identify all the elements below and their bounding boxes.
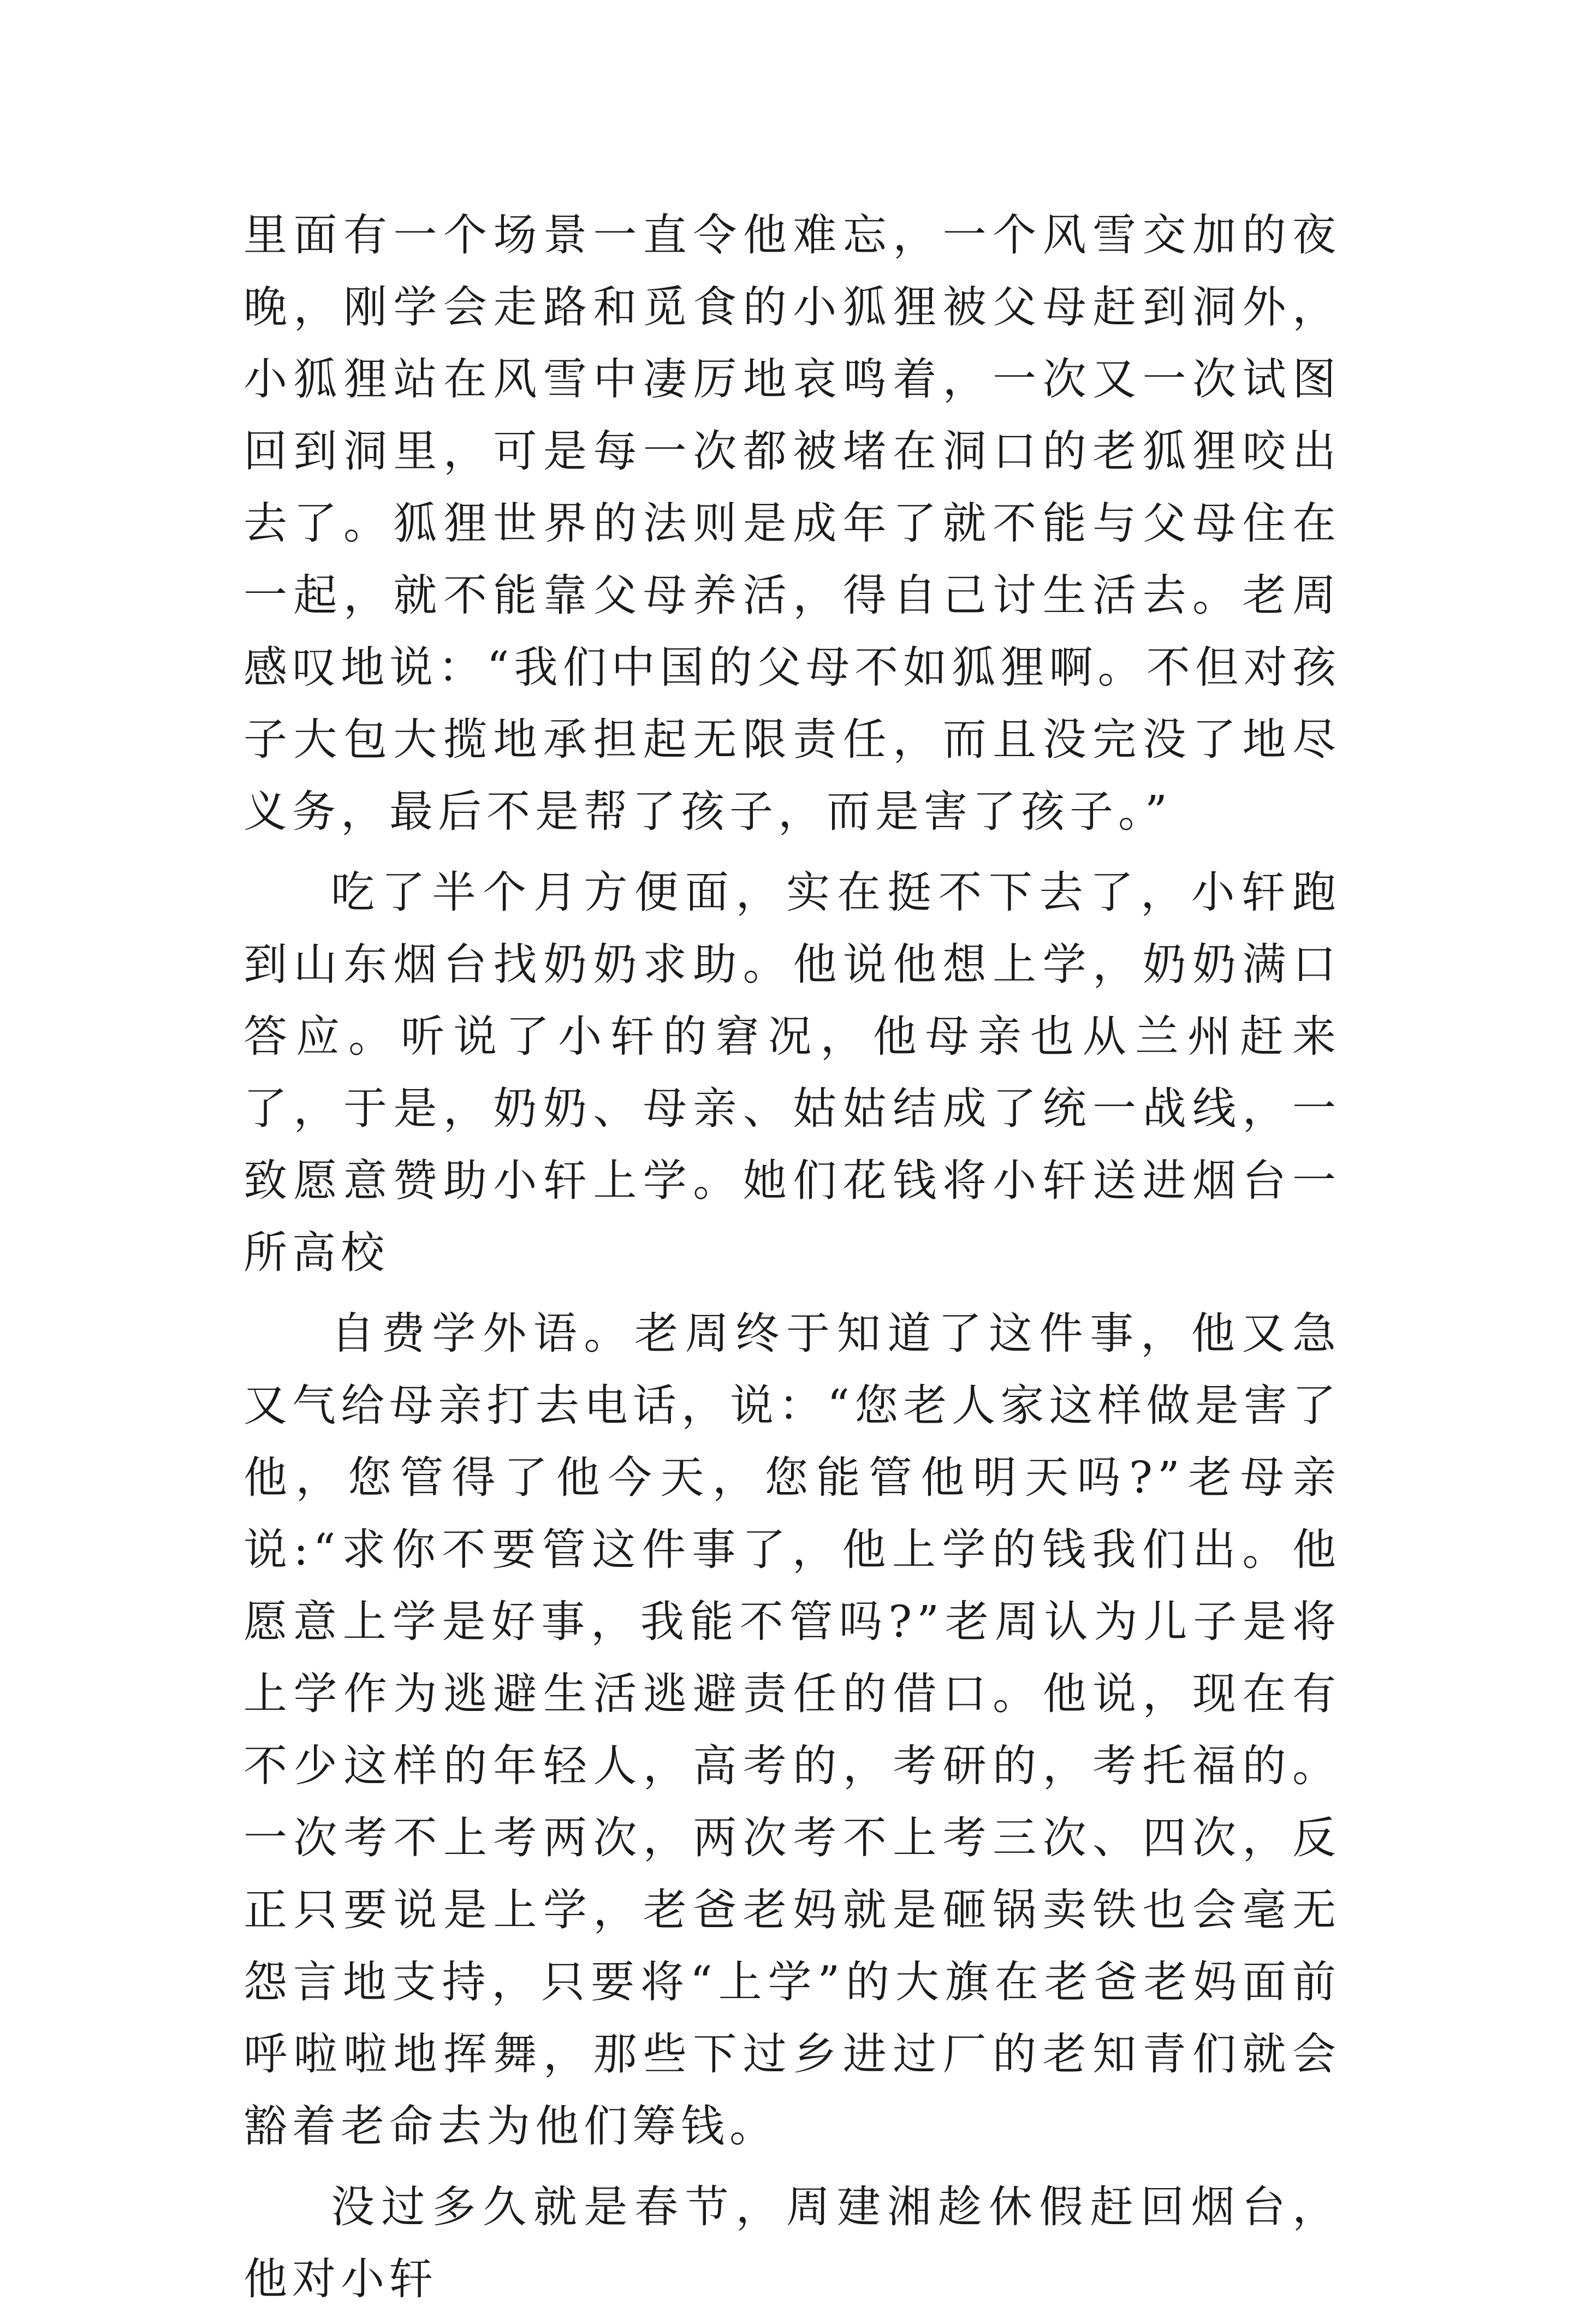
paragraph-1: 里面有一个场景一直令他难忘，一个风雪交加的夜晚，刚学会走路和觅食的小狐狸被父母赶到洞外，小狐狸站在风雪中凄厉地哀鸣着，一次又一次试图回到洞里，可是每一次都被堵在洞口的老狐狸咬出去了。狐狸世界的法则是成年了就不能与父母住在一起，就不能靠父母养活，得自己讨生活去。老周感叹地说：“我们中国的父母不如狐狸啊。不但对孩子大包大揽地承担起无限责任，而且没完没了地尽义务，最后不是帮了孩子，而是害了孩子。” [243, 210, 1341, 837]
paragraph-2: 吃了半个月方便面，实在挺不下去了，小轩跑到山东烟台找奶奶求助。他说他想上学，奶奶满口答应。听说了小轩的窘况，他母亲也从兰州赶来了，于是，奶奶、母亲、姑姑结成了统一战线，一致愿意赞助小轩上学。她们花钱将小轩送进烟台一所高校 [243, 867, 1341, 1278]
body-text [243, 199, 1341, 2324]
paragraph-3: 自费学外语。老周终于知道了这件事，他又急又气给母亲打去电话，说：“您老人家这样做是害了他，您管得了他今天，您能管他明天吗?”老母亲说:“求你不要管这件事了，他上学的钱我们出。他愿意上学是好事，我能不管吗?”老周认为儿子是将上学作为逃避生活逃避责任的借口。他说，现在有不少这样的年轻人，高考的，考研的，考托福的。一次考不上考两次，两次考不上考三次、四次，反正只要说是上学，老爸老妈就是砸锅卖铁也会毫无怨言地支持，只要将“上学”的大旗在老爸老妈面前呼啦啦地挥舞，那些下过乡进过厂的老知青们就会豁着老命去为他们筹钱。 [243, 1308, 1341, 2151]
paragraph-4: 没过多久就是春节，周建湘趁休假赶回烟台，他对小轩 [243, 2182, 1341, 2304]
